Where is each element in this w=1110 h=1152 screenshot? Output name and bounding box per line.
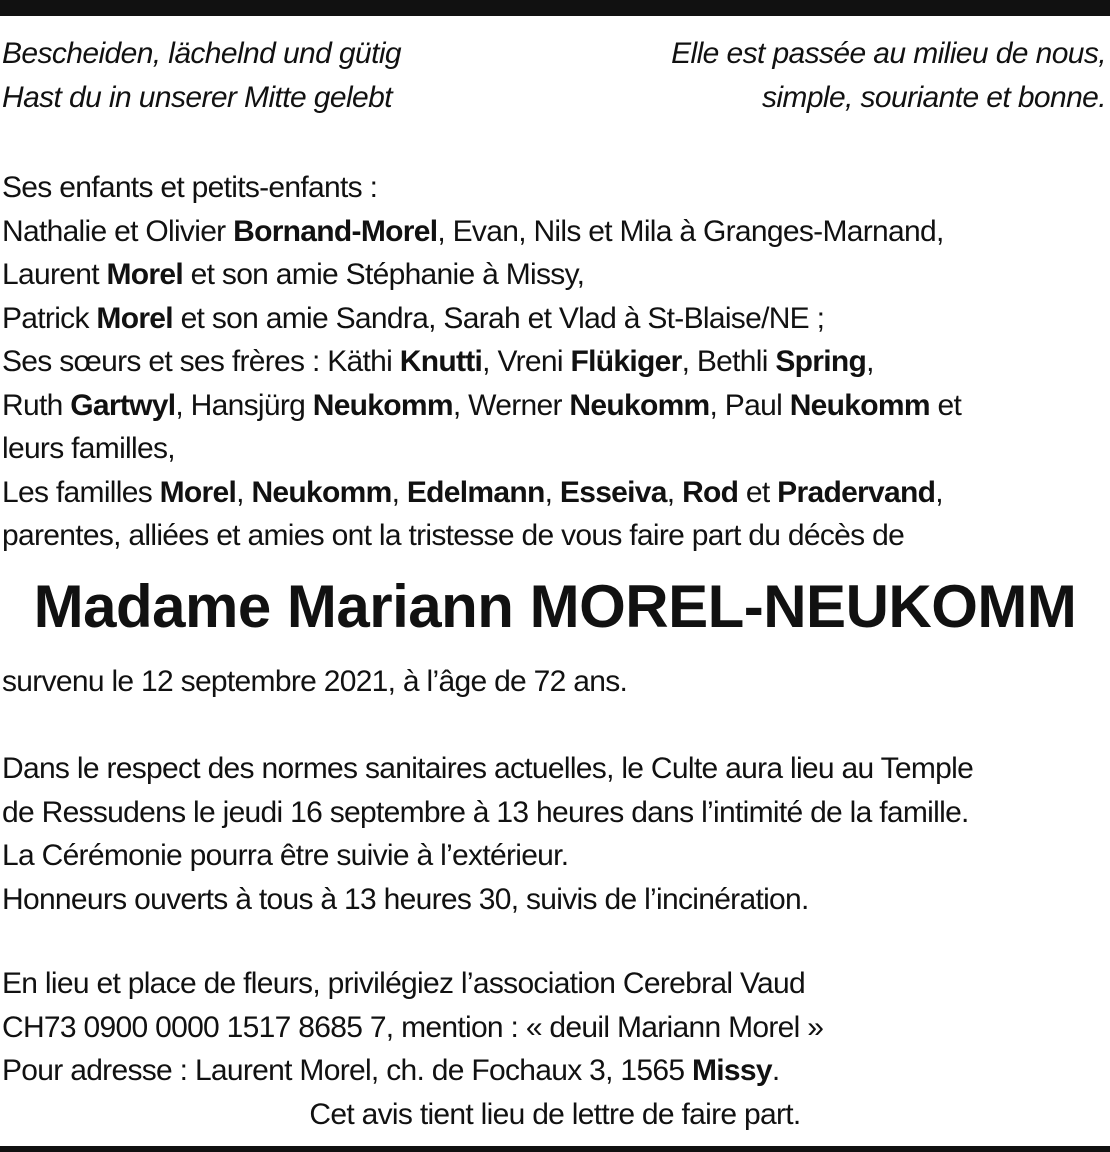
text-segment: , Vreni	[482, 345, 571, 378]
surname: Morel	[159, 475, 237, 509]
surname: Gartwyl	[70, 388, 176, 422]
surname: Morel	[106, 258, 183, 291]
place-name: Missy	[692, 1054, 772, 1087]
text-segment: et	[929, 388, 962, 422]
text-segment: , Hansjürg	[175, 388, 313, 422]
surname: Flükiger	[570, 345, 682, 378]
family-line	[2, 340, 1108, 384]
surname: Spring	[775, 345, 867, 378]
bottom-rule	[0, 1146, 1110, 1152]
surname: Bornand-Morel	[233, 214, 438, 248]
surname: Rod	[682, 475, 739, 509]
surname: Pradervand	[777, 475, 936, 509]
ceremony-details	[2, 747, 1108, 921]
text-segment: Pour adresse : Laurent Morel, ch. de Fochaux 3, 1565	[2, 1054, 692, 1087]
date-of-death	[2, 660, 1108, 704]
verse-line: Elle est passée au milieu de nous,	[671, 37, 1106, 70]
text-segment: , Werner	[452, 388, 570, 422]
family-line	[2, 297, 1108, 341]
family-intro: Ses enfants et petits-enfants :	[2, 171, 378, 204]
verse-line: simple, souriante et bonne.	[761, 81, 1106, 114]
verse-line: Bescheiden, lächelnd und gütig	[2, 37, 401, 70]
family-announcement	[2, 166, 1108, 558]
ceremony-line: de Ressudens le jeudi 16 septembre à 13 heures dans l’intimité de la famille.	[2, 795, 969, 829]
verse-french	[671, 32, 1106, 120]
date-line: survenu le 12 septembre 2021, à l’âge de 72 ans.	[2, 665, 628, 698]
surname: Morel	[96, 301, 173, 335]
ceremony-line: La Cérémonie pourra être suivie à l’extérieur.	[2, 839, 569, 872]
text-segment: Ruth	[2, 388, 71, 422]
ceremony-line: Honneurs ouverts à tous à 13 heures 30, suivis de l’incinération.	[2, 882, 809, 916]
text-segment: .	[771, 1054, 780, 1087]
text-segment: ,	[866, 345, 874, 378]
surname: Neukomm	[789, 388, 930, 422]
text-segment: ,	[935, 475, 943, 509]
family-line: parentes, alliées et amies ont la tristesse de vous faire part du décès de	[2, 519, 905, 552]
ceremony-line: Dans le respect des normes sanitaires actuelles, le Culte aura lieu au Temple	[2, 752, 974, 785]
surname: Esseiva	[559, 475, 667, 509]
verse-german	[2, 32, 401, 120]
family-line: leurs familles,	[2, 432, 175, 465]
surname: Neukomm	[569, 388, 710, 422]
surname: Neukomm	[251, 475, 392, 509]
verse-line: Hast du in unserer Mitte gelebt	[2, 81, 392, 114]
family-line	[2, 471, 1108, 515]
text-segment: ,	[666, 475, 683, 509]
text-segment: ,	[544, 475, 560, 509]
text-segment: et	[738, 475, 778, 509]
family-line	[2, 384, 1108, 428]
bank-account-line: CH73 0900 0000 1517 8685 7, mention : « deuil Mariann Morel »	[2, 1010, 824, 1044]
text-segment: Nathalie et Olivier	[2, 214, 234, 248]
surname: Neukomm	[312, 388, 453, 422]
text-segment: , Evan, Nils et Mila à Granges-Marnand,	[437, 214, 944, 248]
surname: Knutti	[399, 345, 483, 378]
address-line	[2, 1049, 1108, 1093]
surname: Edelmann	[406, 475, 545, 509]
donation-info	[2, 962, 1108, 1136]
text-segment: , Bethli	[681, 345, 776, 378]
donation-line: En lieu et place de fleurs, privilégiez l’association Cerebral Vaud	[2, 967, 806, 1000]
top-rule	[0, 0, 1110, 16]
text-segment: ,	[391, 475, 407, 509]
text-segment: Ses sœurs et ses frères : Käthi	[2, 345, 400, 378]
text-segment: Patrick	[2, 301, 97, 335]
text-segment: , Paul	[709, 388, 790, 422]
family-line	[2, 253, 1108, 297]
closing-line: Cet avis tient lieu de lettre de faire part.	[309, 1097, 801, 1131]
text-segment: Laurent	[2, 258, 107, 291]
deceased-name: Madame Mariann MOREL-NEUKOMM	[33, 573, 1077, 640]
text-segment: et son amie Sandra, Sarah et Vlad à St-Blaise/NE ;	[172, 301, 825, 335]
text-segment: et son amie Stéphanie à Missy,	[183, 258, 585, 291]
text-segment: Les familles	[2, 475, 160, 509]
family-line	[2, 210, 1108, 254]
text-segment: ,	[236, 475, 252, 509]
